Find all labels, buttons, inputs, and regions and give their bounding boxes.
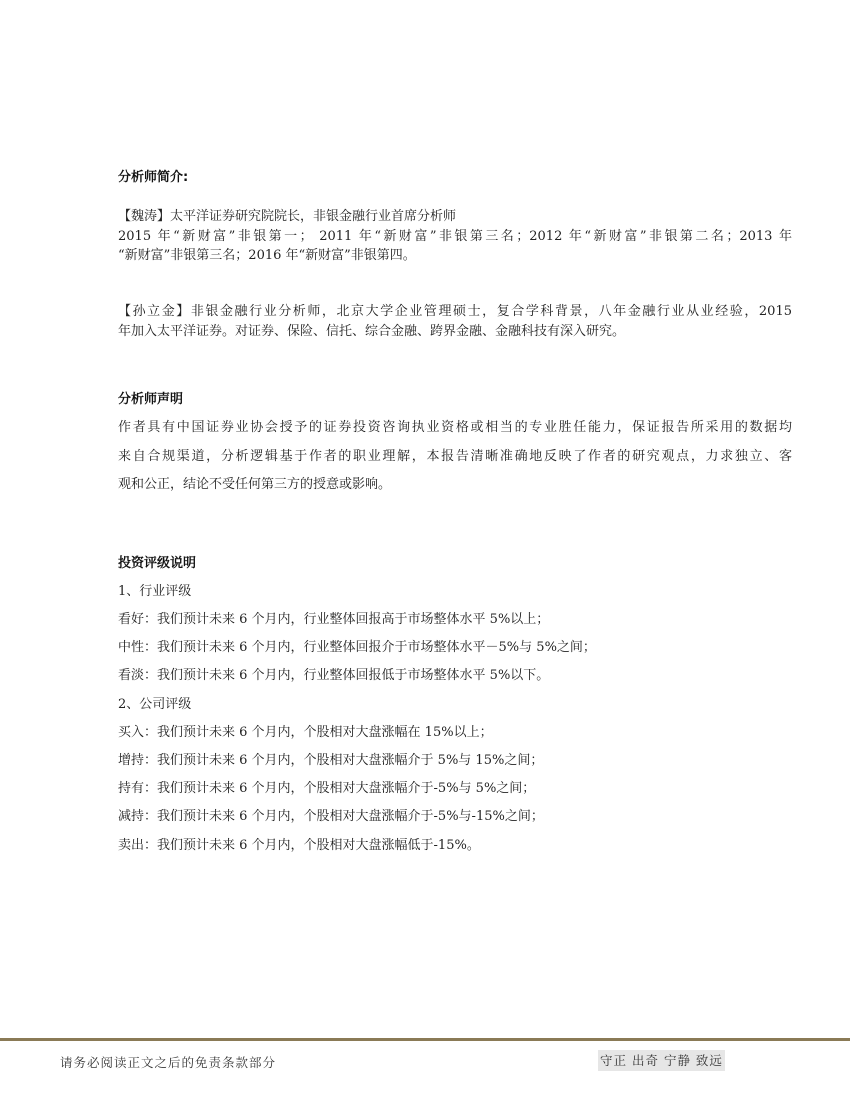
analyst-statement-line-2: 来自合规渠道，分析逻辑基于作者的职业理解，本报告清晰准确地反映了作者的研究观点，力求独立、客 — [118, 449, 792, 464]
analyst-bio-sun-line-2: 年加入太平洋证券。对证券、保险、信托、综合金融、跨界金融、金融科技有深入研究。 — [118, 324, 626, 339]
industry-rating-item: 看好：我们预计未来 6 个月内，行业整体回报高于市场整体水平 5%以上； — [118, 612, 550, 627]
footer-divider — [0, 1038, 850, 1041]
company-rating-title: 2、公司评级 — [118, 697, 192, 712]
analyst-intro-heading: 分析师简介: — [118, 170, 189, 185]
company-rating-item: 持有：我们预计未来 6 个月内，个股相对大盘涨幅介于-5%与 5%之间； — [118, 781, 536, 796]
analyst-bio-wei-line-3: “新财富”非银第三名；2016 年“新财富”非银第四。 — [118, 248, 416, 263]
company-rating-item: 减持：我们预计未来 6 个月内，个股相对大盘涨幅介于-5%与-15%之间； — [118, 809, 544, 824]
analyst-statement-heading: 分析师声明 — [118, 392, 184, 407]
rating-heading: 投资评级说明 — [118, 556, 197, 571]
industry-rating-title: 1、行业评级 — [118, 584, 192, 599]
industry-rating-item: 中性：我们预计未来 6 个月内，行业整体回报介于市场整体水平－5%与 5%之间； — [118, 640, 596, 655]
analyst-statement-line-1: 作者具有中国证券业协会授予的证券投资咨询执业资格或相当的专业胜任能力，保证报告所采用的数据均 — [118, 420, 792, 435]
analyst-bio-wei-line-1: 【魏涛】太平洋证券研究院院长，非银金融行业首席分析师 — [118, 209, 457, 224]
industry-rating-item: 看淡：我们预计未来 6 个月内，行业整体回报低于市场整体水平 5%以下。 — [118, 668, 550, 683]
company-rating-item: 卖出：我们预计未来 6 个月内，个股相对大盘涨幅低于-15%。 — [118, 838, 480, 853]
analyst-bio-sun-line-1: 【孙立金】非银金融行业分析师，北京大学企业管理硕士，复合学科背景，八年金融行业从业经验，2015 — [118, 304, 792, 319]
footer-motto: 守正 出奇 宁静 致远 — [598, 1050, 725, 1071]
analyst-statement-line-3: 观和公正，结论不受任何第三方的授意或影响。 — [118, 477, 392, 492]
analyst-bio-wei-line-2: 2015 年“新财富”非银第一； 2011 年“新财富”非银第三名；2012 年“新财富”非银第二名；2013 年 — [118, 229, 792, 244]
footer-disclaimer: 请务必阅读正文之后的免责条款部分 — [60, 1055, 277, 1070]
company-rating-item: 增持：我们预计未来 6 个月内，个股相对大盘涨幅介于 5%与 15%之间； — [118, 753, 544, 768]
company-rating-item: 买入：我们预计未来 6 个月内，个股相对大盘涨幅在 15%以上； — [118, 725, 493, 740]
